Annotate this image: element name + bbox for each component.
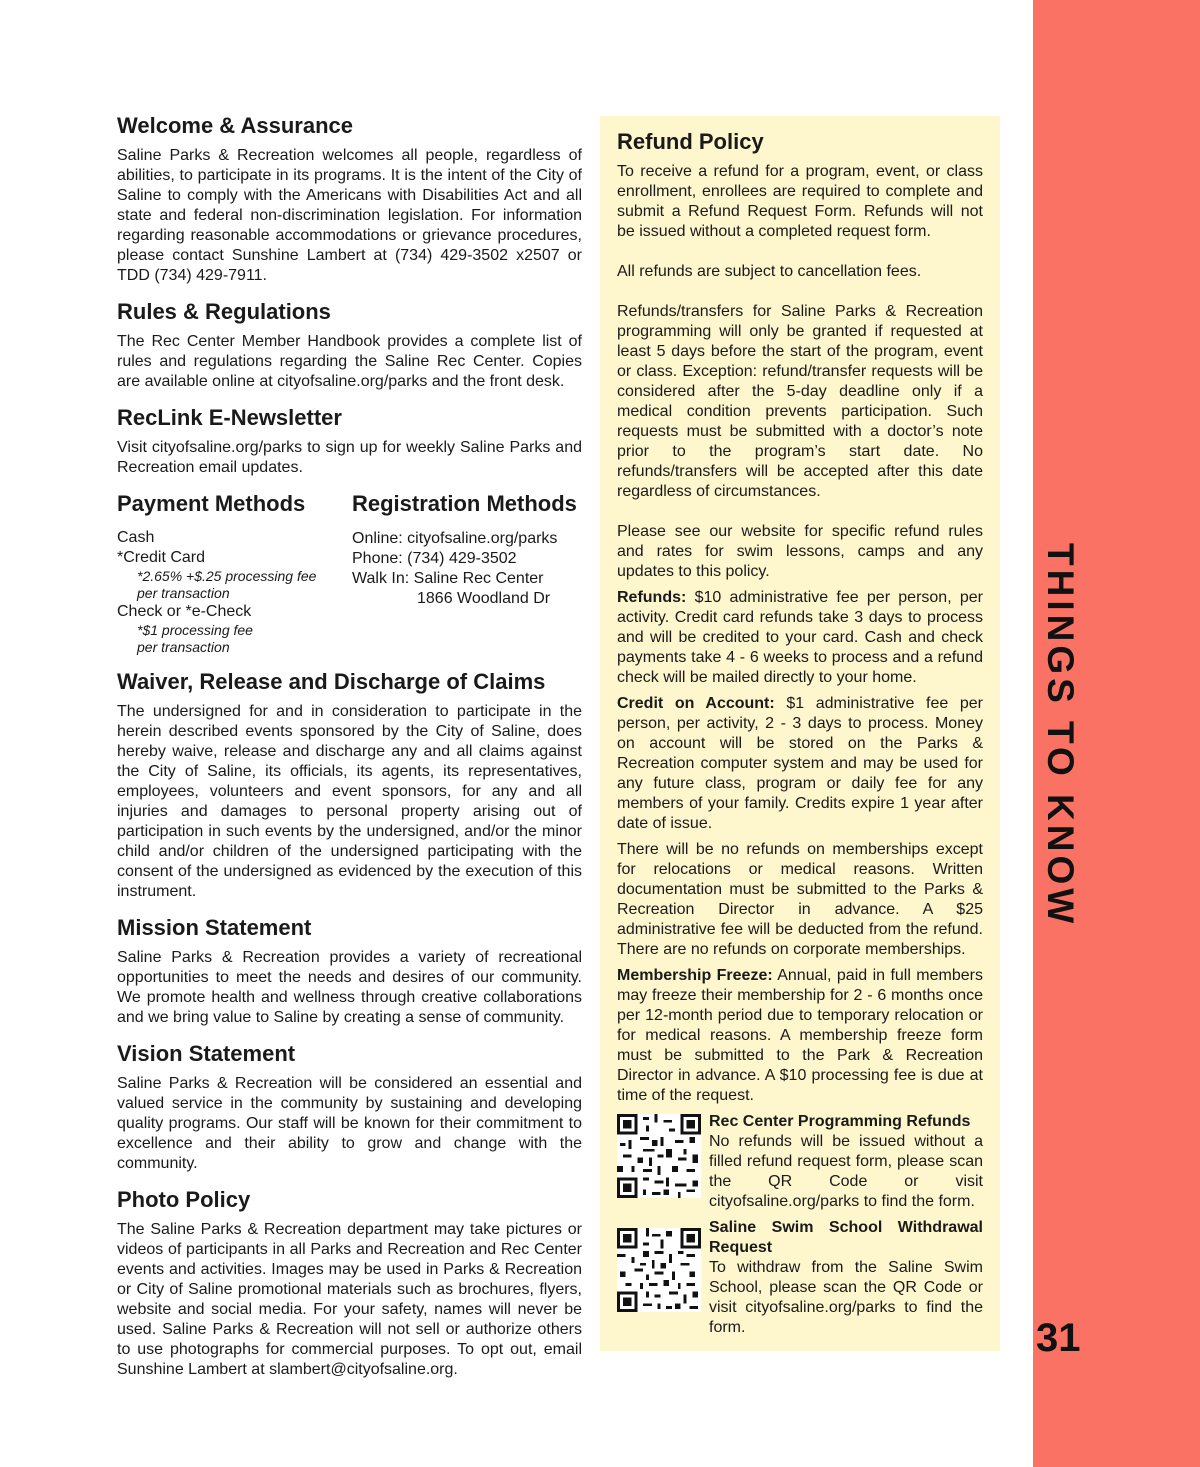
- qr-row-swim: [617, 1218, 983, 1338]
- freeze-paragraph: [617, 966, 983, 1106]
- left-column: [117, 112, 582, 1380]
- registration-online: Online: cityofsaline.org/parks: [352, 530, 558, 547]
- refund-p1: To receive a refund for a program, event, or class enrollment, enrollees are required to complete and submit a Refund Request Form. Refunds will not be issued without a completed request form.: [617, 163, 983, 240]
- credit-paragraph: [617, 694, 983, 834]
- check-fee-2: per transaction: [137, 639, 230, 655]
- credit-fee-2: per transaction: [137, 585, 230, 601]
- welcome-heading: Welcome & Assurance: [117, 113, 353, 138]
- refund-p3: Refunds/transfers for Saline Parks & Recreation programming will only be granted if requested at least 5 days before the start of the program, event or class. Exception: refund/transfer requests will be considered after the 5-day deadline only if a medical condition prevents participation. Such requests must be submitted with a doctor’s note prior to the program’s start date. No refunds/transfers will be accepted after this date regardless of circumstances.: [617, 303, 983, 500]
- registration-methods: [352, 490, 582, 656]
- check-fee-1: *$1 processing fee: [137, 622, 253, 638]
- registration-heading: Registration Methods: [352, 491, 577, 516]
- vision-body: Saline Parks & Recreation will be considered an essential and valued service in the community by sustaining and developing quality programs. Our staff will be known for their commitment to excellence and their ability to grow and change with the community.: [117, 1075, 582, 1172]
- credit-fee-1: *2.65% +$.25 processing fee: [137, 568, 317, 584]
- rules-heading: Rules & Regulations: [117, 299, 331, 324]
- registration-phone: Phone: (734) 429-3502: [352, 550, 517, 567]
- page-number: 31: [1036, 1316, 1081, 1360]
- refunds-label: Refunds:: [617, 589, 687, 606]
- qr-code-refunds-icon[interactable]: [617, 1114, 701, 1198]
- mission-heading: Mission Statement: [117, 915, 312, 940]
- qr1-body: No refunds will be issued without a filled refund request form, please scan the QR Code or visit cityofsaline.org/parks to find the form.: [709, 1133, 983, 1210]
- payment-heading: Payment Methods: [117, 491, 306, 516]
- newsletter-body: Visit cityofsaline.org/parks to sign up for weekly Saline Parks and Recreation email updates.: [117, 439, 582, 476]
- credit-body: $1 administrative fee per person, per activity, 2 - 3 days to process. Money on account will be stored on the Parks & Recreation computer system and may be used for any future class, program or daily fee for any members of your family. Credits expire 1 year after date of issue.: [617, 695, 983, 832]
- methods-row: [117, 490, 582, 656]
- refund-heading: Refund Policy: [617, 129, 764, 154]
- vision-heading: Vision Statement: [117, 1041, 296, 1066]
- rules-body: The Rec Center Member Handbook provides a complete list of rules and regulations regarding the Saline Rec Center. Copies are available online at cityofsaline.org/parks and the front desk.: [117, 333, 582, 390]
- payment-methods: [117, 490, 347, 656]
- refunds-paragraph: [617, 588, 983, 688]
- newsletter-heading: RecLink E-Newsletter: [117, 405, 342, 430]
- refund-p2: All refunds are subject to cancellation fees.: [617, 263, 922, 280]
- waiver-heading: Waiver, Release and Discharge of Claims: [117, 669, 546, 694]
- qr2-body: To withdraw from the Saline Swim School, please scan the QR Code or visit cityofsaline.org/parks to find the form.: [709, 1259, 983, 1336]
- qr-code-swim-icon[interactable]: [617, 1228, 701, 1312]
- qr1-title: Rec Center Programming Refunds: [709, 1113, 971, 1130]
- qr2-title: Saline Swim School Withdrawal Request: [709, 1219, 983, 1256]
- qr-row-refunds: [617, 1112, 983, 1212]
- sidebar-title: THINGS TO KNOW: [1040, 542, 1081, 928]
- freeze-label: Membership Freeze:: [617, 967, 773, 984]
- refunds-body: $10 administrative fee per person, per activity. Credit card refunds take 3 days to process and will be credited to your card. Cash and check payments take 4 - 6 weeks to process and a refund check will be mailed directly to your home.: [617, 589, 983, 686]
- waiver-body: The undersigned for and in consideration to participate in the herein described events sponsored by the City of Saline, does hereby waive, release and discharge any and all claims against the City of Saline, its officials, its agents, its representatives, employees, volunteers and event sponsors, for any and all injuries and damages to personal property arising out of participation in such events by the undersigned, and/or the minor child and/or children of the undersigned participating with the consent of the undersigned as evidenced by the execution of this instrument.: [117, 703, 582, 900]
- refund-policy-box: [600, 116, 1000, 1351]
- photo-body: The Saline Parks & Recreation department may take pictures or videos of participants in all Parks and Recreation and Rec Center events and activities. Images may be used in Parks & Recreation or City of Saline promotional materials such as brochures, flyers, website and social media. For your safety, names will never be used. Saline Parks & Recreation will not sell or authorize others to use photographs for commercial purposes. To opt out, email Sunshine Lambert at slambert@cityofsaline.org.: [117, 1221, 582, 1378]
- payment-check: Check or *e-Check: [117, 603, 252, 620]
- payment-cash: Cash: [117, 529, 155, 546]
- registration-address: 1866 Woodland Dr: [417, 590, 551, 607]
- mission-body: Saline Parks & Recreation provides a variety of recreational opportunities to meet the needs and desires of our community. We promote health and wellness through creative collaborations and we bring value to Saline by creating a sense of community.: [117, 949, 582, 1026]
- registration-walkin: Walk In: Saline Rec Center: [352, 570, 544, 587]
- welcome-body: Saline Parks & Recreation welcomes all people, regardless of abilities, to participate in its programs. It is the intent of the City of Saline to comply with the Americans with Disabilities Act and all state and federal non-discrimination legislation. For information regarding reasonable accommodations or grievance procedures, please contact Sunshine Lambert at (734) 429-3502 x2507 or TDD (734) 429-7911.: [117, 147, 582, 284]
- payment-credit: *Credit Card: [117, 549, 206, 566]
- credit-label: Credit on Account:: [617, 695, 775, 712]
- refund-p4: Please see our website for specific refund rules and rates for swim lessons, camps and any updates to this policy.: [617, 523, 983, 580]
- freeze-body: Annual, paid in full members may freeze their membership for 2 - 6 months once per 12-month period due to temporary relocation or for medical reasons. A membership freeze form must be submitted to the Park & Recreation Director in advance. A $10 processing fee is due at time of the request.: [617, 967, 983, 1104]
- memberships-paragraph: There will be no refunds on memberships except for relocations or medical reasons. Written documentation must be submitted to the Parks & Recreation Director in advance. A $25 administrative fee will be deducted from the refund. There are no refunds on corporate memberships.: [617, 841, 983, 958]
- photo-heading: Photo Policy: [117, 1187, 251, 1212]
